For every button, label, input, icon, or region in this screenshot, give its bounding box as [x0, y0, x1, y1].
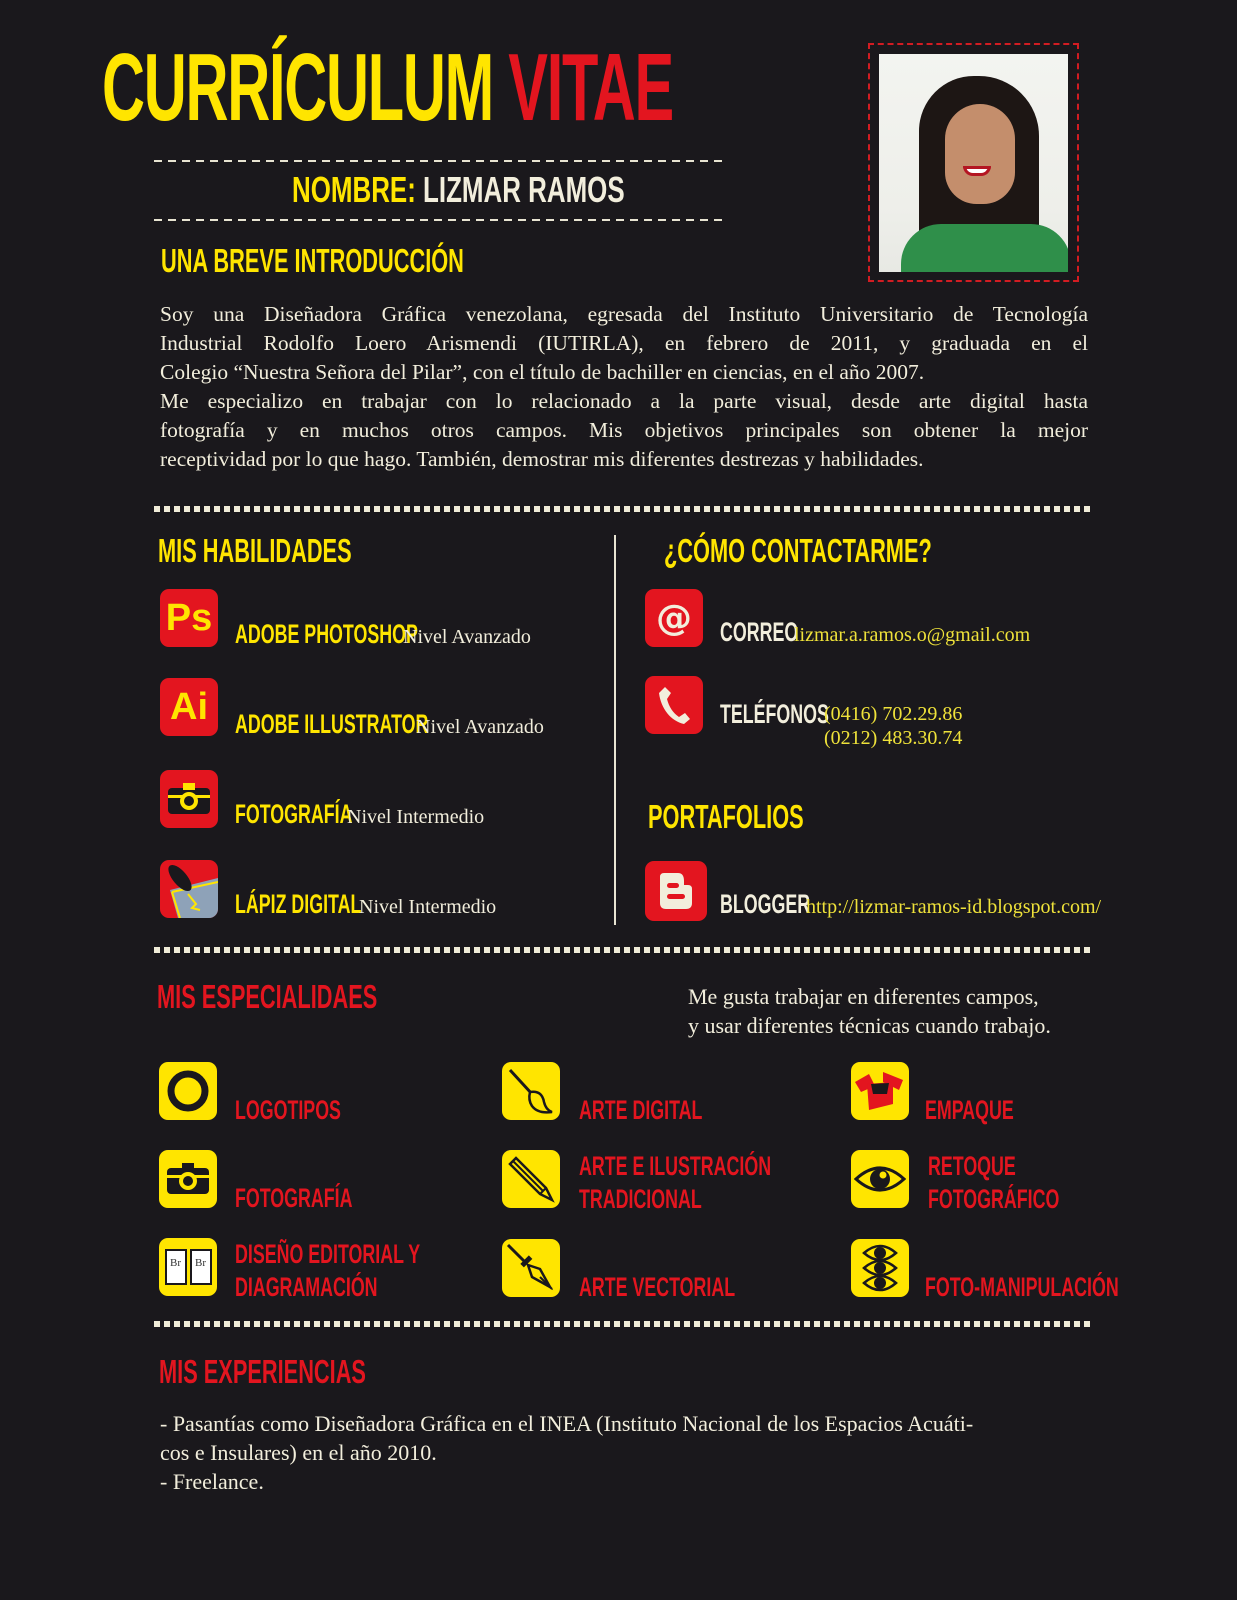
specialty-label: RETOQUE: [928, 1151, 1016, 1181]
portfolio-heading: PORTAFOLIOS: [648, 798, 804, 835]
pen-nib-icon: [502, 1239, 560, 1297]
specialty-label: FOTOGRAFÍA: [235, 1183, 353, 1213]
specialty-label: FOTO-MANIPULACIÓN: [925, 1272, 1119, 1302]
specialty-label: FOTOGRÁFICO: [928, 1184, 1060, 1214]
phone-number[interactable]: (0416) 702.29.86: [824, 703, 963, 725]
specialty-label: LOGOTIPOS: [235, 1095, 341, 1125]
name-line: [292, 169, 625, 210]
experience-line: - Pasantías como Diseñadora Gráfica en el INEA (Instituto Nacional de los Espacios Acuáti-: [160, 1411, 974, 1436]
name-value: LIZMAR RAMOS: [423, 169, 625, 210]
open-box-icon: [851, 1062, 909, 1120]
phone-number[interactable]: (0212) 483.30.74: [824, 727, 963, 749]
book-pages-icon: Br Br: [159, 1238, 217, 1296]
blogger-label: BLOGGER: [720, 889, 811, 919]
skill-name: LÁPIZ DIGITAL: [235, 889, 362, 919]
pencil-icon: [502, 1150, 560, 1208]
illustrator-icon: Ai: [160, 678, 218, 736]
title-vitae: VITAE: [508, 34, 673, 141]
intro-line: Me especializo en trabajar con lo relacionado a la parte visual, desde arte digital hasta: [160, 389, 1088, 413]
experience-heading: MIS EXPERIENCIAS: [159, 1353, 366, 1390]
skill-level: Nivel Intermedio: [359, 896, 497, 918]
specialty-label: ARTE DIGITAL: [579, 1095, 703, 1125]
intro-line: receptividad por lo que hago. También, demostrar mis diferentes destrezas y habilidades.: [160, 447, 924, 471]
email-label: CORREO: [720, 617, 799, 647]
photoshop-icon: Ps: [160, 589, 218, 647]
blogger-icon: [645, 861, 707, 921]
dotted-divider: [154, 947, 1092, 953]
intro-line: fotografía y en muchos otros campos. Mis objetivos principales son obtener la mejor: [160, 418, 1088, 442]
dashed-divider: [154, 219, 728, 221]
ring-logo-icon: [159, 1062, 217, 1120]
paintbrush-icon: [502, 1062, 560, 1120]
dotted-divider: [154, 1321, 1092, 1327]
skill-level: Nivel Avanzado: [416, 716, 544, 738]
page-title: [102, 34, 673, 141]
skill-name: FOTOGRAFÍA: [235, 799, 353, 829]
skill-name: ADOBE ILLUSTRATOR: [235, 709, 429, 739]
dashed-divider: [154, 160, 728, 162]
intro-line: Industrial Rodolfo Loero Arismendi (IUTIRLA), en febrero de 2011, y graduada en el: [160, 331, 1088, 355]
specialty-label: DISEÑO EDITORIAL Y: [235, 1239, 421, 1269]
intro-line: Soy una Diseñadora Gráfica venezolana, egresada del Instituto Universitario de Tecnología: [160, 302, 1088, 326]
skill-level: Nivel Intermedio: [347, 806, 485, 828]
intro-line: Colegio “Nuestra Señora del Pilar”, con el título de bachiller en ciencias, en el año 2007.: [160, 360, 925, 384]
email-link[interactable]: lizmar.a.ramos.o@gmail.com: [794, 624, 1031, 646]
specialty-label: ARTE VECTORIAL: [579, 1272, 736, 1302]
stacked-eyes-icon: [851, 1239, 909, 1297]
contact-heading: ¿CÓMO CONTACTARME?: [664, 532, 932, 569]
photo-frame: [868, 43, 1079, 282]
camera-icon: [160, 770, 218, 828]
specialty-label: EMPAQUE: [925, 1095, 1014, 1125]
skills-heading: MIS HABILIDADES: [158, 532, 352, 569]
experience-line: cos e Insulares) en el año 2010.: [160, 1440, 437, 1465]
skill-name: ADOBE PHOTOSHOP: [235, 619, 418, 649]
profile-photo: [879, 54, 1068, 272]
title-curriculum: CURRÍCULUM: [102, 34, 493, 141]
camera-icon: [159, 1150, 217, 1208]
skill-level: Nivel Avanzado: [403, 626, 531, 648]
specialties-heading: MIS ESPECIALIDAES: [157, 978, 378, 1015]
experience-line: - Freelance.: [160, 1469, 264, 1494]
specialties-description: Me gusta trabajar en diferentes campos, y usar diferentes técnicas cuando trabajo.: [688, 984, 1051, 1038]
eye-icon: [851, 1150, 909, 1208]
specialty-label: TRADICIONAL: [579, 1184, 702, 1214]
phone-icon: [645, 676, 703, 734]
vertical-divider: [614, 535, 616, 925]
digital-pen-icon: [160, 860, 218, 918]
at-sign-icon: @: [645, 589, 703, 647]
specialty-label: ARTE E ILUSTRACIÓN: [579, 1151, 772, 1181]
phone-label: TELÉFONOS: [720, 699, 829, 729]
experience-text: [160, 1409, 1100, 1496]
name-label: NOMBRE:: [292, 169, 416, 210]
specialty-label: DIAGRAMACIÓN: [235, 1272, 378, 1302]
blogger-link[interactable]: http://lizmar-ramos-id.blogspot.com/: [806, 896, 1102, 918]
dotted-divider: [154, 506, 1092, 512]
intro-text: [160, 300, 1088, 474]
intro-heading: UNA BREVE INTRODUCCIÓN: [161, 242, 464, 279]
